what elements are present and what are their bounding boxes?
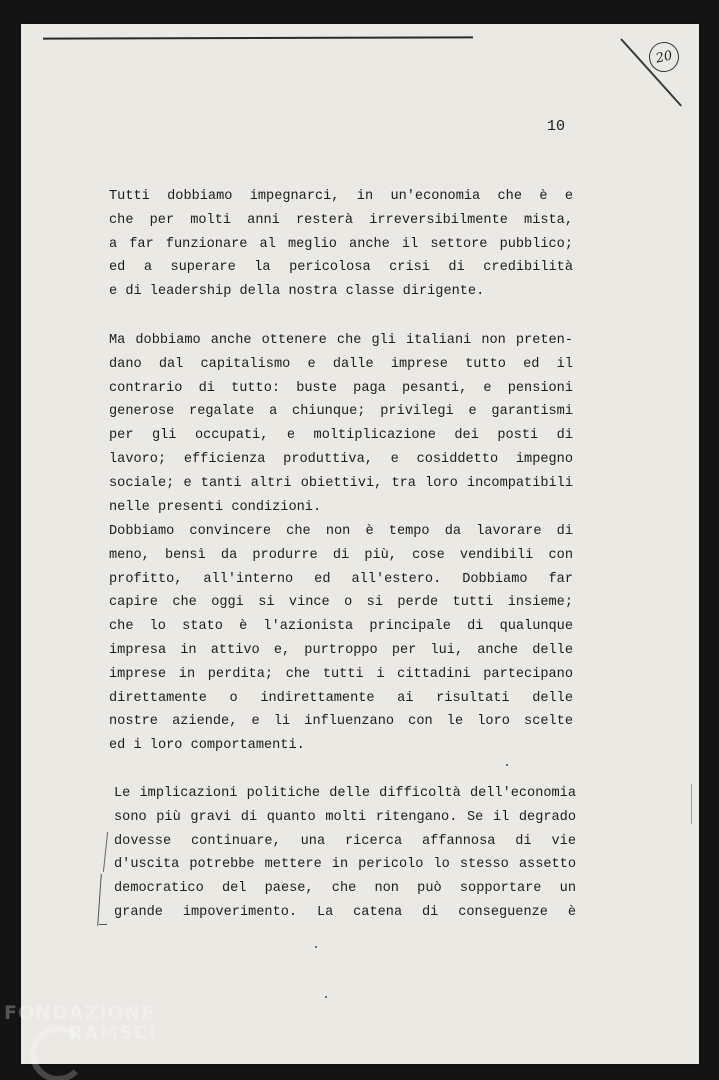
top-rule-line: [43, 36, 473, 39]
text-line: democratico del paese, che non può sopportare un: [114, 881, 576, 897]
paragraph-1: [109, 185, 573, 304]
text-line: che lo stato è l'azionista principale di qualunque: [109, 619, 573, 635]
text-line: per gli occupati, e moltiplicazione dei posti di: [109, 428, 573, 444]
margin-bracket-mark: [97, 874, 105, 926]
text-line: profitto, all'interno ed all'estero. Dobbiamo far: [109, 571, 573, 587]
page-number: 10: [547, 118, 566, 135]
text-line: impresa in attivo e, purtroppo per lui, anche delle: [109, 642, 573, 658]
text-line: a far funzionare al meglio anche il settore pubblico;: [109, 236, 573, 252]
paragraph-4: [114, 782, 576, 925]
text-line: contrario di tutto: buste paga pesanti, e pensioni: [109, 380, 573, 396]
text-line: grande impoverimento. La catena di conseguenze è: [114, 904, 576, 920]
text-line: nelle presenti condizioni.: [109, 499, 322, 515]
paper-sheet: [21, 24, 699, 1064]
text-line: generose regalate a chiunque; privilegi e garantismi: [109, 404, 573, 420]
watermark-line-1: FONDAZIONE: [4, 1002, 156, 1024]
text-line: d'uscita potrebbe mettere in pericolo lo stesso assetto: [114, 857, 576, 873]
text-line: lavoro; efficienza produttiva, e cosiddetto impegno: [109, 451, 573, 467]
margin-tick-mark: [99, 924, 107, 925]
text-line: nostre aziende, e li influenzano con le loro scelte: [109, 714, 573, 730]
ink-speck: [506, 764, 508, 766]
text-line: dovesse continuare, una ricerca affannosa di vie: [114, 833, 576, 849]
text-line: dano dal capitalismo e dalle imprese tutto ed il: [109, 356, 573, 372]
paragraph-3: [109, 520, 573, 758]
text-line: che per molti anni resterà irreversibilmente mista,: [109, 212, 573, 228]
margin-pencil-mark: [103, 832, 110, 872]
watermark-line-2: RAMSCI: [68, 1022, 157, 1044]
text-line: Dobbiamo convincere che non è tempo da lavorare di: [109, 524, 573, 539]
text-line: Ma dobbiamo anche ottenere che gli italiani non preten-: [109, 333, 573, 348]
text-line: capire che oggi si vince o si perde tutti insieme;: [109, 595, 573, 611]
text-line: sociale; e tanti altri obiettivi, tra loro incompatibili: [109, 475, 573, 491]
text-line: imprese in perdita; che tutti i cittadini partecipano: [109, 666, 573, 682]
text-line: e di leadership della nostra classe dirigente.: [109, 284, 485, 300]
text-line: sono più gravi di quanto molti ritengano. Se il degrado: [114, 809, 576, 825]
text-line: Tutti dobbiamo impegnarci, in un'economia che è e: [109, 189, 573, 204]
text-line: meno, bensì da produrre di più, cose vendibili con: [109, 547, 573, 563]
ink-speck: [325, 996, 327, 998]
paragraph-2: [109, 329, 573, 519]
text-line: ed i loro comportamenti.: [109, 738, 305, 754]
right-edge-mark: [691, 784, 692, 824]
archive-number-stamp: 20: [646, 39, 682, 75]
ink-speck: [315, 946, 317, 948]
text-line: direttamente o indirettamente ai risultati delle: [109, 690, 573, 706]
text-line: Le implicazioni politiche delle difficoltà dell'economia: [114, 786, 576, 801]
watermark-logo: [4, 1000, 184, 1076]
text-line: ed a superare la pericolosa crisi di credibilità: [109, 260, 573, 276]
